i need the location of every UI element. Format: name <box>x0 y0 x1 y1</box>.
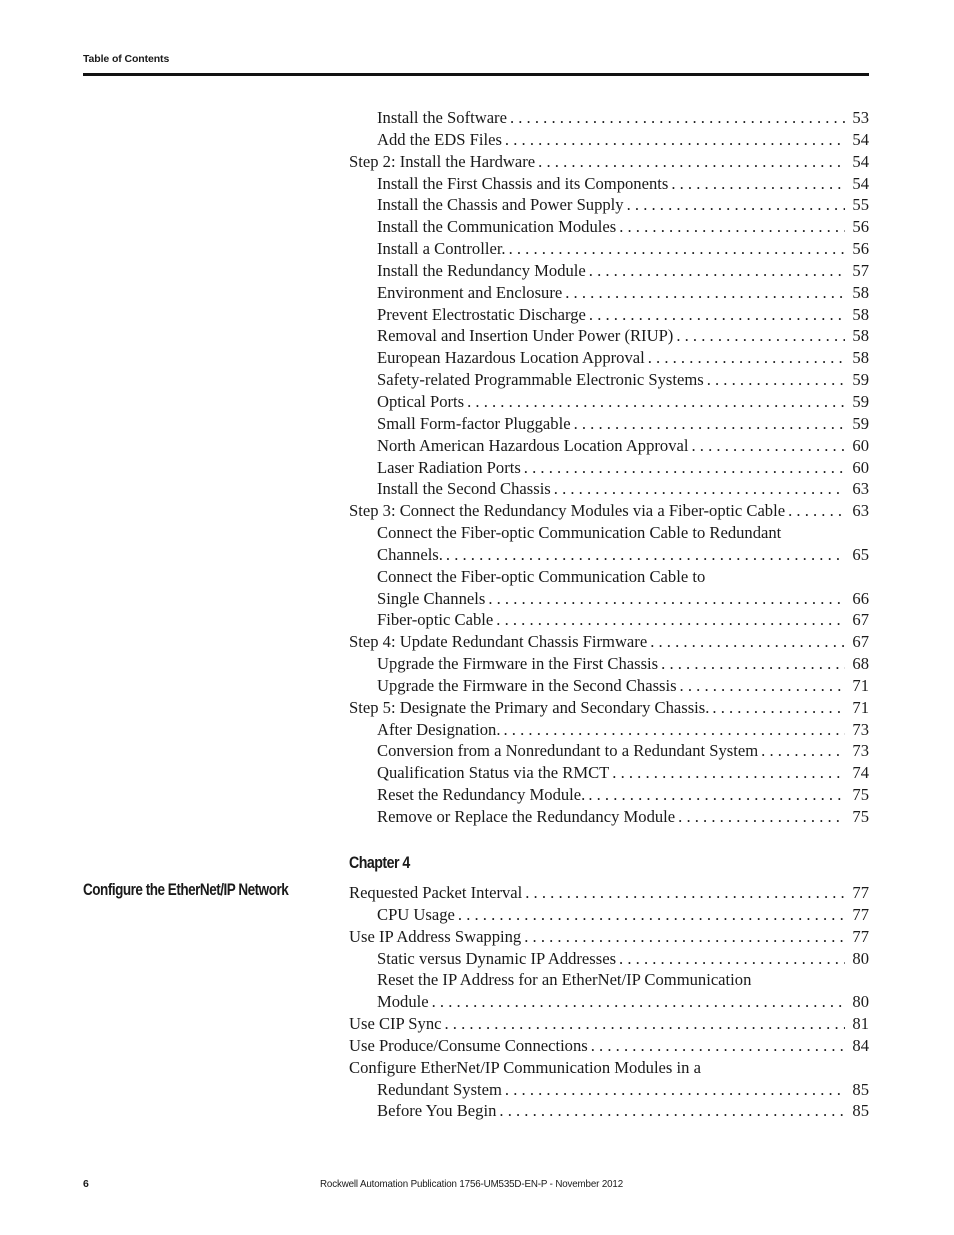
toc-entry-page: 75 <box>852 807 869 826</box>
toc-entry-page: 71 <box>852 697 869 717</box>
toc-entry-page: 59 <box>852 391 869 411</box>
toc-entry <box>349 238 869 260</box>
toc-entry-page: 80 <box>852 948 869 968</box>
toc-entry-title: Step 2: Install the Hardware <box>349 151 536 171</box>
toc-dot-leader <box>565 282 845 304</box>
toc-dot-leader <box>525 882 845 904</box>
toc-entry-page: 71 <box>852 675 869 695</box>
chapter-heading: Chapter 4 <box>349 854 410 872</box>
header-divider <box>83 73 869 76</box>
toc-entry-page: 73 <box>852 719 869 739</box>
toc-dot-leader <box>589 304 845 326</box>
toc-entry-page: 77 <box>852 904 869 924</box>
toc-entry-title: Use IP Address Swapping <box>349 926 522 946</box>
toc-entry-page: 53 <box>852 108 869 127</box>
toc-entry <box>349 609 869 631</box>
toc-entry-title: Reset the Redundancy Module. <box>377 785 586 805</box>
toc-entry <box>349 1035 869 1057</box>
toc-entry-page: 54 <box>852 129 869 149</box>
toc-dot-leader <box>505 1079 845 1101</box>
toc-entry-page: 59 <box>852 370 869 390</box>
toc-entry-title: Use CIP Sync <box>349 1014 442 1034</box>
toc-entry <box>349 107 869 129</box>
chapter-4-toc-list <box>349 882 869 1122</box>
toc-entry <box>349 1013 869 1035</box>
toc-entry <box>349 304 869 326</box>
toc-entry-title: Install the Communication Modules <box>377 217 617 237</box>
toc-entry <box>349 151 869 173</box>
toc-dot-leader <box>648 347 845 369</box>
toc-entry-page: 68 <box>852 654 869 674</box>
toc-entry-title: Static versus Dynamic IP Addresses <box>377 948 617 968</box>
toc-entry-page: 74 <box>852 763 869 783</box>
toc-entry-page: 77 <box>852 883 869 902</box>
toc-dot-leader <box>445 1013 846 1035</box>
toc-entry-title: North American Hazardous Location Approval <box>377 435 689 455</box>
toc-dot-leader <box>591 1035 845 1057</box>
toc-dot-leader <box>488 588 845 610</box>
toc-entry-page: 57 <box>852 260 869 280</box>
toc-entry-title: Module <box>377 992 429 1012</box>
publication-footer: Rockwell Automation Publication 1756-UM535D-EN-P - November 2012 <box>320 1178 623 1190</box>
toc-entry-title: Connect the Fiber-optic Communication Cable to <box>377 566 706 586</box>
toc-entry <box>349 588 869 610</box>
toc-dot-leader <box>524 926 845 948</box>
toc-entry-title: Install the First Chassis and its Components <box>377 173 669 193</box>
toc-entry-title: Step 3: Connect the Redundancy Modules via a Fiber-optic Cable <box>349 501 786 521</box>
toc-entry-title: Install a Controller. <box>377 239 506 259</box>
toc-entry-title: Configure EtherNet/IP Communication Modules in a <box>349 1057 701 1077</box>
toc-entry <box>349 282 869 304</box>
toc-entry <box>349 194 869 216</box>
toc-entry <box>349 653 869 675</box>
toc-entry-title: Before You Begin <box>377 1101 497 1121</box>
running-header: Table of Contents <box>83 53 170 65</box>
toc-entry-page: 80 <box>852 992 869 1012</box>
toc-entry <box>349 216 869 238</box>
toc-entry-page: 84 <box>852 1035 869 1055</box>
toc-entry <box>349 369 869 391</box>
toc-dot-leader <box>761 740 845 762</box>
toc-entry-title: Redundant System <box>377 1079 502 1099</box>
toc-entry <box>349 740 869 762</box>
toc-entry-title: Upgrade the Firmware in the First Chassis <box>377 654 659 674</box>
toc-dot-leader <box>619 948 845 970</box>
toc-entry <box>349 413 869 435</box>
toc-entry-page: 56 <box>852 217 869 237</box>
toc-entry-title: Install the Software <box>377 108 507 127</box>
toc-entry-page: 63 <box>852 479 869 499</box>
toc-dot-leader <box>612 762 845 784</box>
toc-entry <box>349 697 869 719</box>
toc-entry-title: Safety-related Programmable Electronic Systems <box>377 370 704 390</box>
toc-dot-leader <box>788 500 845 522</box>
toc-entry <box>349 566 869 588</box>
toc-dot-leader <box>680 675 845 697</box>
toc-entry-title: Prevent Electrostatic Discharge <box>377 304 586 324</box>
toc-entry-page: 73 <box>852 741 869 761</box>
toc-entry-page: 58 <box>852 304 869 324</box>
toc-dot-leader <box>496 609 845 631</box>
toc-entry-title: Optical Ports <box>377 391 465 411</box>
toc-entry-title: Single Channels <box>377 588 486 608</box>
toc-entry <box>349 948 869 970</box>
toc-entry-title: Add the EDS Files <box>377 129 502 149</box>
toc-dot-leader <box>671 173 845 195</box>
toc-dot-leader <box>692 435 846 457</box>
toc-dot-leader <box>509 238 845 260</box>
toc-entry-title: Qualification Status via the RMCT <box>377 763 610 783</box>
toc-entry-title: Conversion from a Nonredundant to a Redundant System <box>377 741 759 761</box>
toc-entry-page <box>845 522 869 544</box>
toc-entry <box>349 969 869 991</box>
toc-entry <box>349 544 869 566</box>
toc-entry <box>349 719 869 741</box>
toc-entry-page: 65 <box>852 544 869 564</box>
chapter-title: Configure the EtherNet/IP Network <box>83 881 289 899</box>
toc-entry <box>349 631 869 653</box>
toc-entry-title: Install the Chassis and Power Supply <box>377 195 624 215</box>
toc-entry <box>349 500 869 522</box>
toc-dot-leader <box>619 216 845 238</box>
toc-entry <box>349 904 869 926</box>
toc-entry-page: 85 <box>852 1101 869 1121</box>
toc-dot-leader <box>554 478 845 500</box>
toc-entry-title: Upgrade the Firmware in the Second Chassis <box>377 675 677 695</box>
toc-dot-leader <box>712 697 845 719</box>
toc-entry <box>349 1079 869 1101</box>
toc-entry-page: 56 <box>852 239 869 259</box>
toc-dot-leader <box>589 260 845 282</box>
toc-dot-leader <box>446 544 845 566</box>
toc-entry-title: Requested Packet Interval <box>349 883 523 902</box>
toc-entry <box>349 435 869 457</box>
toc-entry-title: Reset the IP Address for an EtherNet/IP Communication <box>377 970 752 990</box>
toc-entry-page: 54 <box>852 151 869 171</box>
toc-entry-page: 60 <box>852 435 869 455</box>
toc-entry <box>349 1100 869 1122</box>
toc-entry-page <box>845 1057 869 1079</box>
toc-dot-leader <box>650 631 845 653</box>
toc-dot-leader <box>661 653 845 675</box>
toc-dot-leader <box>538 151 845 173</box>
toc-dot-leader <box>627 194 845 216</box>
toc-entry-page: 75 <box>852 785 869 805</box>
toc-entry-page: 59 <box>852 413 869 433</box>
toc-dot-leader <box>588 784 845 806</box>
toc-entry <box>349 675 869 697</box>
toc-entry-page: 81 <box>852 1014 869 1034</box>
toc-entry-title: After Designation. <box>377 719 501 739</box>
toc-entry-page: 55 <box>852 195 869 215</box>
toc-entry-page: 58 <box>852 348 869 368</box>
toc-entry <box>349 129 869 151</box>
toc-entry-page: 67 <box>852 610 869 630</box>
toc-entry-title: Connect the Fiber-optic Communication Cable to Redundant <box>377 523 782 543</box>
toc-entry-title: Step 5: Designate the Primary and Secondary Chassis. <box>349 697 710 717</box>
toc-entry-page: 77 <box>852 926 869 946</box>
toc-dot-leader <box>505 129 845 151</box>
page-number: 6 <box>83 1178 89 1190</box>
toc-entry <box>349 762 869 784</box>
toc-entry <box>349 478 869 500</box>
toc-entry <box>349 522 869 544</box>
toc-entry <box>349 347 869 369</box>
toc-entry <box>349 173 869 195</box>
toc-entry <box>349 926 869 948</box>
toc-entry-title: Channels. <box>377 544 443 564</box>
toc-entry-title: European Hazardous Location Approval <box>377 348 645 368</box>
toc-entry-page: 58 <box>852 282 869 302</box>
toc-entry-title: Install the Redundancy Module <box>377 260 586 280</box>
toc-entry-title: Install the Second Chassis <box>377 479 551 499</box>
toc-entry-page: 63 <box>852 501 869 521</box>
toc-entry-title: Environment and Enclosure <box>377 282 563 302</box>
toc-entry <box>349 806 869 828</box>
toc-dot-leader <box>574 413 845 435</box>
toc-entry <box>349 784 869 806</box>
toc-dot-leader <box>458 904 845 926</box>
toc-entry-title: Small Form-factor Pluggable <box>377 413 571 433</box>
toc-dot-leader <box>467 391 845 413</box>
toc-entry-title: Laser Radiation Ports <box>377 457 521 477</box>
toc-entry <box>349 991 869 1013</box>
toc-entry-page: 54 <box>852 173 869 193</box>
toc-entry <box>349 457 869 479</box>
toc-entry-page <box>845 566 869 588</box>
toc-dot-leader <box>524 457 845 479</box>
toc-entry-title: Use Produce/Consume Connections <box>349 1035 588 1055</box>
toc-entry <box>349 391 869 413</box>
toc-entry-page: 60 <box>852 457 869 477</box>
toc-entry-page <box>845 969 869 991</box>
toc-entry-page: 66 <box>852 588 869 608</box>
toc-entry <box>349 1057 869 1079</box>
toc-entry-page: 58 <box>852 326 869 346</box>
toc-dot-leader <box>678 806 845 828</box>
toc-dot-leader <box>676 325 845 347</box>
toc-entry <box>349 260 869 282</box>
toc-entry <box>349 325 869 347</box>
toc-entry-title: CPU Usage <box>377 904 455 924</box>
toc-dot-leader <box>707 369 845 391</box>
toc-entry <box>349 882 869 904</box>
toc-entry-page: 85 <box>852 1079 869 1099</box>
toc-entry-title: Remove or Replace the Redundancy Module <box>377 807 676 826</box>
toc-entry-title: Step 4: Update Redundant Chassis Firmware <box>349 632 648 652</box>
toc-dot-leader <box>510 107 845 129</box>
toc-dot-leader <box>504 719 846 741</box>
toc-dot-leader <box>432 991 845 1013</box>
toc-entry-title: Fiber-optic Cable <box>377 610 494 630</box>
toc-continued-list <box>349 107 869 828</box>
toc-entry-title: Removal and Insertion Under Power (RIUP) <box>377 326 674 346</box>
toc-entry-page: 67 <box>852 632 869 652</box>
toc-dot-leader <box>499 1100 845 1122</box>
